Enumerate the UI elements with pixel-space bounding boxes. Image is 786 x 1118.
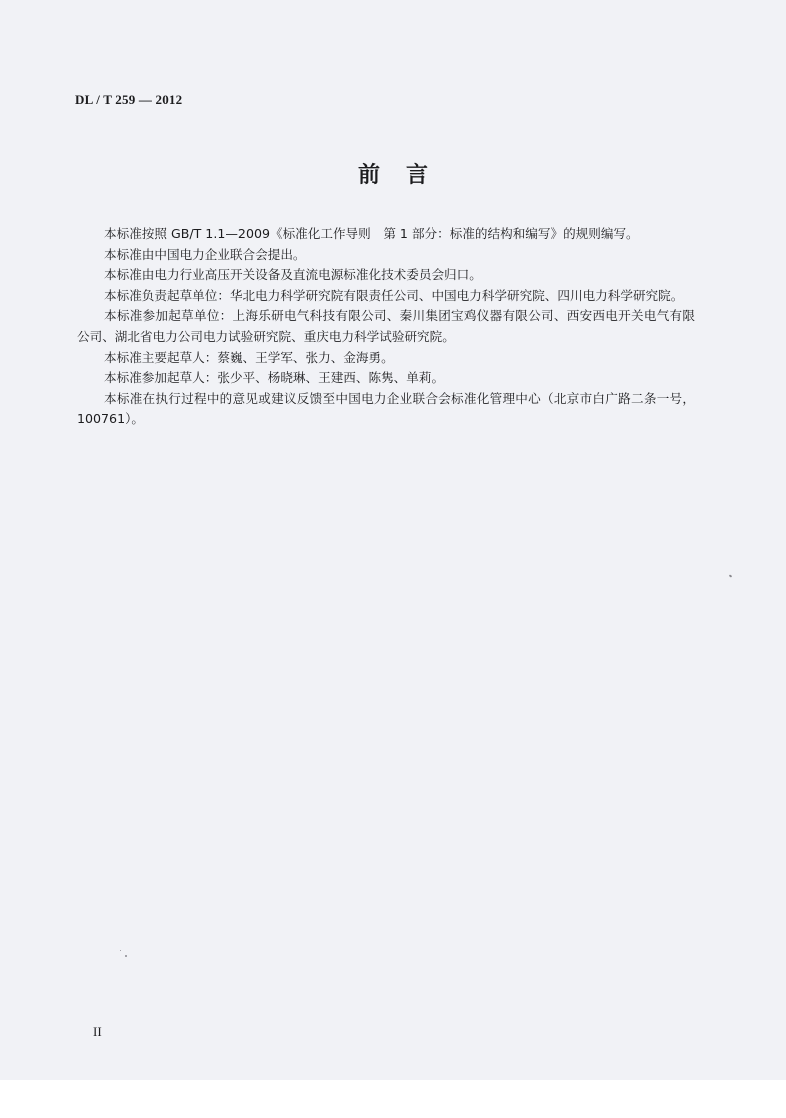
paragraph-proposer: 本标准由中国电力企业联合会提出。 <box>104 246 306 262</box>
scan-speck <box>125 955 127 957</box>
paragraph-lead-drafters: 本标准负责起草单位：华北电力科学研究院有限责任公司、中国电力科学研究院、四川电力科学研究院。 <box>104 287 684 303</box>
standard-number: DL / T 259 — 2012 <box>75 92 183 107</box>
paragraph-participating-units: 本标准参加起草单位：上海乐研电气科技有限公司、秦川集团宝鸡仪器有限公司、西安西电开关电气有限公司、湖北省电力公司电力试验研究院、重庆电力科学试验研究院。 <box>77 308 695 344</box>
foreword-body <box>77 224 695 430</box>
paragraph-participating-drafters: 本标准参加起草人：张少平、杨晓琳、王建西、陈隽、单莉。 <box>104 370 445 386</box>
paragraph-feedback: 本标准在执行过程中的意见或建议反馈至中国电力企业联合会标准化管理中心（北京市白广路二条一号，100761）。 <box>77 390 695 427</box>
paragraph-drafting-rules: 本标准按照 GB/T 1.1—2009《标准化工作导则 第 1 部分：标准的结构和编写》的规则编写。 <box>104 226 639 241</box>
scan-speck <box>729 574 733 577</box>
paragraph-committee: 本标准由电力行业高压开关设备及直流电源标准化技术委员会归口。 <box>104 267 482 283</box>
scan-speck <box>120 950 121 951</box>
page-number: II <box>93 1024 102 1039</box>
page-title: 前言 <box>357 163 454 188</box>
paragraph-main-drafters: 本标准主要起草人：蔡巍、王学军、张力、金海勇。 <box>104 349 394 365</box>
